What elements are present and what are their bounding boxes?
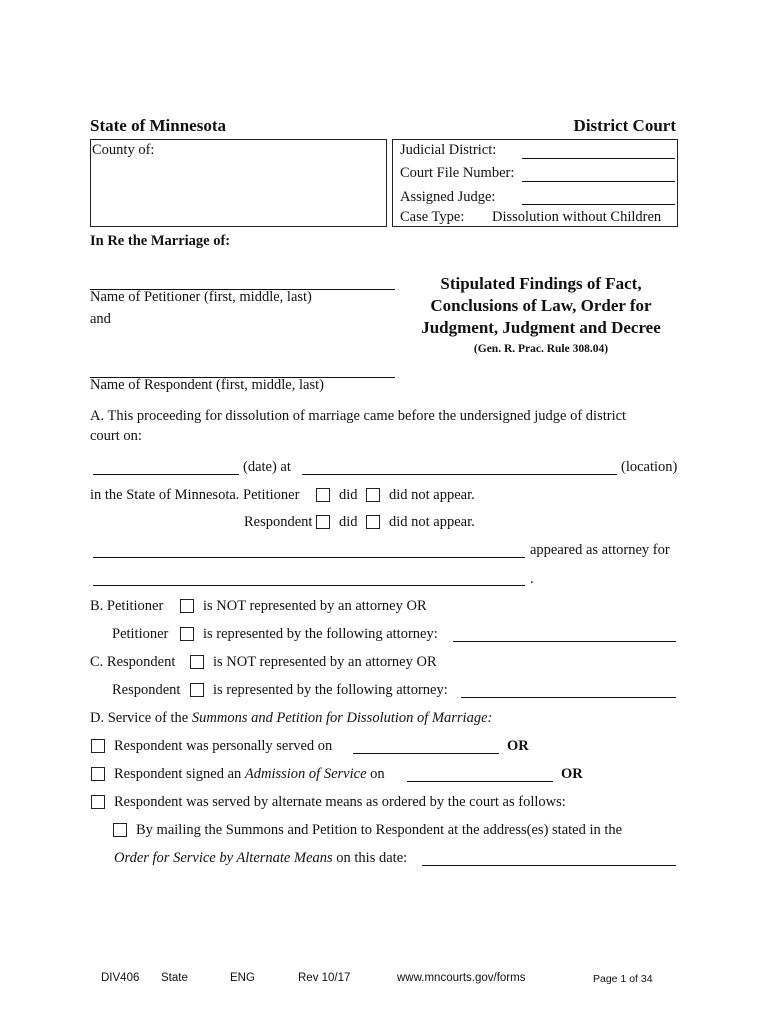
hearing-location-field[interactable] [302, 474, 617, 475]
respondent-label: Name of Respondent (first, middle, last) [90, 377, 324, 393]
county-box [90, 139, 387, 227]
order-alt-means-label [114, 850, 407, 867]
respondent-attorney-field[interactable] [461, 697, 676, 698]
admission-service-checkbox[interactable] [91, 767, 105, 781]
section-b-petitioner: B. Petitioner [90, 598, 164, 614]
court-file-label: Court File Number: [400, 165, 515, 181]
petitioner-attorney-field[interactable] [453, 641, 676, 642]
case-type-label: Case Type: [400, 209, 465, 225]
section-d-heading-prefix: D. Service of the [90, 710, 192, 726]
respondent-not-represented-checkbox[interactable] [190, 655, 204, 669]
alternate-means-label: Respondent was served by alternate means as ordered by the court as follows: [114, 794, 566, 810]
judicial-district-field[interactable] [522, 158, 675, 159]
state-name: State of Minnesota [90, 116, 226, 135]
respondent-did-label: did [339, 514, 358, 530]
rule-citation: (Gen. R. Prac. Rule 308.04) [473, 343, 609, 355]
section-c-respondent-2: Respondent [112, 682, 181, 698]
admission-prefix: Respondent signed an [114, 766, 245, 782]
county-label: County of: [92, 142, 155, 158]
section-d-heading-italic: Summons and Petition for Dissolution of Marriage: [191, 710, 493, 726]
or-label-1: OR [507, 738, 529, 754]
section-a-line-2: court on: [90, 428, 142, 444]
state-petitioner-text: in the State of Minnesota. Petitioner [90, 487, 300, 503]
admission-italic: Admission of Service [244, 766, 367, 782]
personally-served-label: Respondent was personally served on [114, 738, 333, 754]
respondent-did-checkbox[interactable] [316, 515, 330, 529]
footer-url[interactable]: www.mncourts.gov/forms [397, 972, 526, 984]
in-re-label: In Re the Marriage of: [90, 233, 231, 249]
court-file-field[interactable] [522, 181, 675, 182]
attorney-for-period: . [530, 571, 534, 587]
respondent-did-not-checkbox[interactable] [366, 515, 380, 529]
personally-served-checkbox[interactable] [91, 739, 105, 753]
section-b-petitioner-2: Petitioner [112, 626, 169, 642]
petitioner-did-checkbox[interactable] [316, 488, 330, 502]
petitioner-represented-checkbox[interactable] [180, 627, 194, 641]
admission-date-field[interactable] [407, 781, 553, 782]
respondent-did-not-label: did not appear. [389, 514, 475, 530]
title-line-2: Conclusions of Law, Order for [430, 296, 652, 315]
respondent-not-represented-label: is NOT represented by an attorney OR [213, 654, 437, 670]
footer-page: Page 1 of 34 [593, 973, 653, 985]
petitioner-not-represented-label: is NOT represented by an attorney OR [203, 598, 427, 614]
respondent-appear-label: Respondent [244, 514, 313, 530]
order-alt-italic: Order for Service by Alternate Means [114, 850, 333, 866]
respondent-represented-label: is represented by the following attorney: [213, 682, 448, 698]
petitioner-did-not-label: did not appear. [389, 487, 475, 503]
mailing-date-field[interactable] [422, 865, 676, 866]
judicial-district-label: Judicial District: [400, 142, 497, 158]
title-line-1: Stipulated Findings of Fact, [440, 274, 642, 293]
assigned-judge-field[interactable] [522, 204, 675, 205]
and-label: and [90, 311, 111, 327]
admission-suffix: on [366, 766, 385, 782]
attorney-for-field[interactable] [93, 585, 525, 586]
admission-service-label [114, 766, 385, 783]
section-d-heading [90, 710, 492, 727]
date-label: (date) at [243, 459, 291, 475]
location-label: (location) [621, 459, 678, 475]
petitioner-represented-label: is represented by the following attorney: [203, 626, 438, 642]
footer-state: State [161, 972, 188, 984]
personally-served-date-field[interactable] [353, 753, 499, 754]
footer-rev: Rev 10/17 [298, 972, 351, 984]
alternate-means-checkbox[interactable] [91, 795, 105, 809]
by-mailing-checkbox[interactable] [113, 823, 127, 837]
attorney-name-field[interactable] [93, 557, 525, 558]
assigned-judge-label: Assigned Judge: [400, 189, 496, 205]
section-c-respondent: C. Respondent [90, 654, 176, 670]
attorney-for-label: appeared as attorney for [530, 542, 670, 558]
by-mailing-label: By mailing the Summons and Petition to Respondent at the address(es) stated in the [136, 822, 623, 838]
footer-form-id: DIV406 [101, 972, 140, 984]
hearing-date-field[interactable] [93, 474, 239, 475]
case-info-box [392, 139, 678, 227]
court-name: District Court [573, 116, 676, 135]
petitioner-did-label: did [339, 487, 358, 503]
or-label-2: OR [561, 766, 583, 782]
footer-lang: ENG [230, 972, 255, 984]
petitioner-label: Name of Petitioner (first, middle, last) [90, 289, 312, 305]
order-alt-suffix: on this date: [332, 850, 408, 866]
section-a-line-1: A. This proceeding for dissolution of marriage came before the undersigned judge of district [90, 408, 627, 424]
petitioner-did-not-checkbox[interactable] [366, 488, 380, 502]
case-type-value: Dissolution without Children [492, 209, 662, 225]
respondent-represented-checkbox[interactable] [190, 683, 204, 697]
title-line-3: Judgment, Judgment and Decree [421, 318, 661, 337]
petitioner-not-represented-checkbox[interactable] [180, 599, 194, 613]
